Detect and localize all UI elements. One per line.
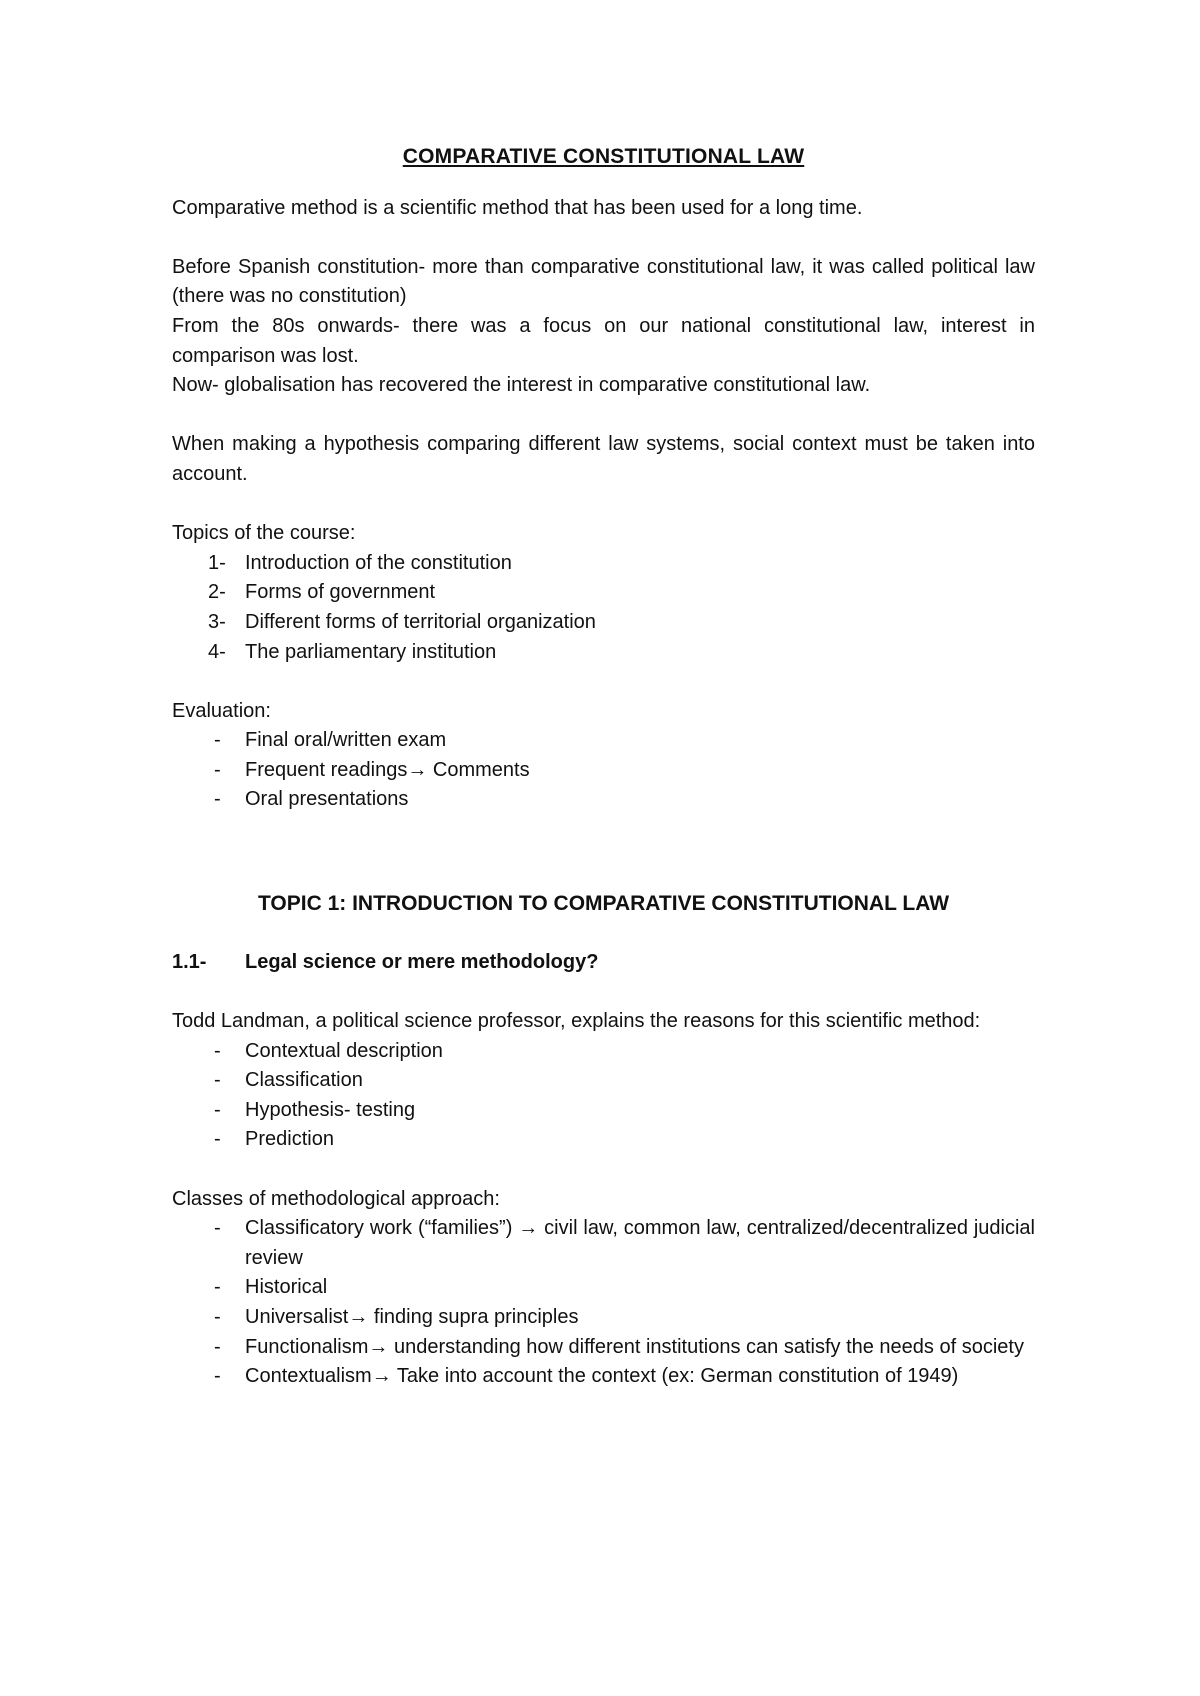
arrow-right-icon: → bbox=[348, 1305, 369, 1328]
classes-list bbox=[172, 1214, 1035, 1392]
dash-bullet: - bbox=[214, 1305, 221, 1328]
list-number: 2- bbox=[208, 581, 226, 604]
intro-paragraph: Comparative method is a scientific method that has been used for a long time. bbox=[172, 196, 863, 219]
evaluation-label: Evaluation: bbox=[172, 699, 271, 722]
document-title: COMPARATIVE CONSTITUTIONAL LAW bbox=[402, 145, 805, 168]
document-page bbox=[172, 142, 1035, 1392]
subsection-heading bbox=[172, 948, 1035, 978]
list-item bbox=[172, 785, 1035, 815]
list-item-text: Hypothesis- testing bbox=[245, 1098, 416, 1121]
list-item-text: The parliamentary institution bbox=[245, 640, 497, 663]
list-item-text: Oral presentations bbox=[245, 788, 409, 811]
list-item bbox=[172, 578, 1035, 608]
list-item-text: Functionalism bbox=[245, 1335, 369, 1358]
list-item-text-after: Comments bbox=[427, 758, 530, 781]
reasons-list bbox=[172, 1037, 1035, 1155]
list-item bbox=[172, 1037, 1035, 1067]
dash-bullet: - bbox=[214, 758, 221, 781]
list-item bbox=[172, 638, 1035, 668]
list-item-text-after: understanding how different institutions can satisfy the needs of society bbox=[388, 1335, 1024, 1358]
list-number: 1- bbox=[208, 551, 226, 574]
list-item bbox=[172, 1066, 1035, 1096]
list-item bbox=[172, 1125, 1035, 1155]
history-line-1: Before Spanish constitution- more than comparative constitutional law, it was called political law (there was no constitution) bbox=[172, 255, 1035, 308]
history-line-3: Now- globalisation has recovered the interest in comparative constitutional law. bbox=[172, 374, 871, 397]
topics-label: Topics of the course: bbox=[172, 522, 356, 545]
list-item bbox=[172, 726, 1035, 756]
list-number: 3- bbox=[208, 610, 226, 633]
list-item bbox=[172, 1362, 1035, 1392]
list-item-text: Different forms of territorial organization bbox=[245, 610, 596, 633]
list-item bbox=[172, 608, 1035, 638]
dash-bullet: - bbox=[214, 1128, 221, 1151]
dash-bullet: - bbox=[214, 1039, 221, 1062]
list-item-text-after: Take into account the context (ex: German constitution of 1949) bbox=[391, 1365, 959, 1388]
list-item bbox=[172, 1333, 1035, 1363]
dash-bullet: - bbox=[214, 1365, 221, 1388]
list-item-text: Historical bbox=[245, 1276, 328, 1299]
list-item-text: Universalist bbox=[245, 1305, 349, 1328]
list-item bbox=[172, 549, 1035, 579]
evaluation-list bbox=[172, 726, 1035, 815]
arrow-right-icon: → bbox=[368, 1335, 389, 1358]
dash-bullet: - bbox=[214, 788, 221, 811]
list-item-text: Contextualism bbox=[245, 1365, 372, 1388]
list-item bbox=[172, 1273, 1035, 1303]
list-item bbox=[172, 756, 1035, 786]
list-item bbox=[172, 1096, 1035, 1126]
list-item-text: Contextual description bbox=[245, 1039, 443, 1062]
list-item-text-after: civil law, common law, centralized/decentralized judicial review bbox=[245, 1217, 1036, 1269]
list-item bbox=[172, 1214, 1035, 1273]
dash-bullet: - bbox=[214, 1098, 221, 1121]
list-number: 4- bbox=[208, 640, 226, 663]
list-item bbox=[172, 1303, 1035, 1333]
dash-bullet: - bbox=[214, 1335, 221, 1358]
list-item-text: Introduction of the constitution bbox=[245, 551, 512, 574]
hypothesis-paragraph: When making a hypothesis comparing different law systems, social context must be taken into account. bbox=[172, 433, 1035, 485]
list-item-text: Forms of government bbox=[245, 581, 436, 604]
dash-bullet: - bbox=[214, 729, 221, 752]
list-item-text: Final oral/written exam bbox=[245, 729, 447, 752]
history-line-2: From the 80s onwards- there was a focus on our national constitutional law, interest in comparison was lost. bbox=[172, 314, 1035, 367]
arrow-right-icon: → bbox=[407, 758, 428, 781]
classes-label: Classes of methodological approach: bbox=[172, 1187, 500, 1210]
subsection-title: Legal science or mere methodology? bbox=[245, 950, 599, 973]
list-item-text: Frequent readings bbox=[245, 758, 408, 781]
list-item-text-after: finding supra principles bbox=[368, 1305, 579, 1328]
topics-list bbox=[172, 549, 1035, 667]
list-item-text: Classificatory work (“families”) bbox=[245, 1217, 519, 1240]
dash-bullet: - bbox=[214, 1276, 221, 1299]
list-item-text: Prediction bbox=[245, 1128, 334, 1151]
list-item-text: Classification bbox=[245, 1069, 363, 1092]
topic-1-heading: TOPIC 1: INTRODUCTION TO COMPARATIVE CONSTITUTIONAL LAW bbox=[257, 891, 950, 915]
landman-paragraph: Todd Landman, a political science professor, explains the reasons for this scientific method: bbox=[172, 1010, 981, 1033]
subsection-number: 1.1- bbox=[172, 950, 207, 973]
arrow-right-icon: → bbox=[371, 1365, 392, 1388]
dash-bullet: - bbox=[214, 1217, 221, 1240]
arrow-right-icon: → bbox=[518, 1217, 539, 1240]
dash-bullet: - bbox=[214, 1069, 221, 1092]
